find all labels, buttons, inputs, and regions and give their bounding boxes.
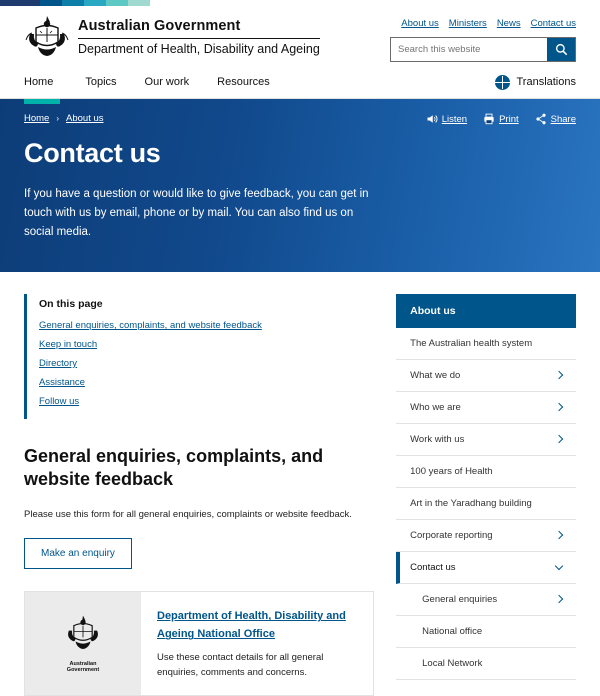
sidebar: [396, 272, 576, 696]
globe-icon: [495, 75, 510, 90]
sidebar-subitem-national-office[interactable]: [396, 616, 576, 648]
util-link-about-us[interactable]: About us: [401, 18, 439, 29]
decorative-color-strip: [0, 0, 600, 6]
sidebar-item-label: The Australian health system: [410, 337, 533, 349]
share-icon: [535, 113, 547, 125]
sidebar-item-label: Who we are: [410, 401, 461, 413]
print-label: Print: [499, 113, 519, 125]
speaker-icon: [426, 113, 438, 125]
translations-label: Translations: [516, 76, 576, 88]
sidebar-subitem-general-enquiries[interactable]: [396, 584, 576, 616]
share-label: Share: [550, 113, 576, 125]
print-button[interactable]: [483, 113, 519, 125]
card-image-caption: Australian Government: [66, 661, 100, 674]
listen-button[interactable]: [426, 113, 467, 125]
otp-link-follow-us[interactable]: Follow us: [39, 395, 80, 407]
chevron-right-icon: [555, 531, 563, 539]
chevron-right-icon: [555, 435, 563, 443]
breadcrumb-item-home[interactable]: Home: [24, 113, 50, 124]
otp-link-assistance[interactable]: Assistance: [39, 376, 85, 388]
sidebar-item-art-in-the-yaradhang-building[interactable]: [396, 488, 576, 520]
nav-item-our-work[interactable]: Our work: [144, 76, 190, 88]
util-link-news[interactable]: News: [496, 18, 521, 29]
site-search: [390, 37, 576, 62]
card-text: Use these contact details for all general enquiries, comments and concerns.: [157, 652, 324, 679]
section-paragraph: Please use this form for all general enquiries, complaints or website feedback.: [24, 508, 352, 520]
util-link-contact-us[interactable]: Contact us: [530, 18, 576, 29]
sidebar-item-label: 100 years of Health: [410, 465, 493, 477]
search-button[interactable]: [547, 38, 575, 61]
australian-coat-of-arms-icon: [24, 14, 70, 62]
printer-icon: [483, 113, 495, 125]
brand-department: Department of Health, Disability and Ageing: [78, 42, 320, 57]
page-intro: If you have a question or would like to give feedback, you can get in touch with us by email, phone or by mail. You can also find us on social media.: [24, 188, 369, 238]
chevron-down-icon: [555, 562, 563, 570]
chevron-right-icon: [555, 595, 563, 603]
nav-item-topics[interactable]: Topics: [85, 76, 117, 88]
card-title-link[interactable]: Department of Health, Disability and Ageing National Office: [157, 610, 346, 641]
sidebar-subitem-label: National office: [422, 625, 483, 637]
main-column: [24, 272, 374, 696]
chevron-right-icon: [555, 403, 563, 411]
sidebar-item-what-we-do[interactable]: [396, 360, 576, 392]
page-title: Contact us: [24, 138, 161, 168]
sidebar-item-corporate-reporting[interactable]: [396, 520, 576, 552]
sidebar-item-label: What we do: [410, 369, 461, 381]
sidebar-title: About us: [396, 294, 576, 328]
sidebar-subitem-local-network[interactable]: [396, 648, 576, 680]
sidebar-item-label: Corporate reporting: [410, 529, 493, 541]
sidebar-subitem-label: Local Network: [422, 657, 483, 669]
sidebar-item-label: Contact us: [410, 561, 456, 573]
sidebar-item-work-with-us[interactable]: [396, 424, 576, 456]
chevron-right-icon: [555, 371, 563, 379]
search-input[interactable]: [391, 38, 547, 61]
otp-link-keep-in-touch[interactable]: Keep in touch: [39, 338, 98, 350]
main-navigation: [0, 66, 600, 99]
on-this-page-box: [24, 294, 374, 419]
sidebar-item-contact-us[interactable]: [396, 552, 576, 584]
translations-link[interactable]: [495, 75, 576, 90]
listen-label: Listen: [441, 113, 468, 125]
breadcrumb-separator: ›: [56, 114, 60, 123]
page-content: [0, 272, 600, 696]
sidebar-item-label: Work with us: [410, 433, 465, 445]
utility-nav: [401, 18, 576, 29]
share-button[interactable]: [535, 113, 576, 125]
otp-link-general-enquiries[interactable]: General enquiries, complaints, and website feedback: [39, 319, 262, 331]
search-icon: [555, 43, 568, 56]
breadcrumb-item-about-us[interactable]: About us: [66, 113, 104, 124]
section-heading: General enquiries, complaints, and website feedback: [24, 445, 324, 490]
sidebar-item-100-years-of-health[interactable]: [396, 456, 576, 488]
page-tools: [426, 113, 576, 125]
sidebar-subitem-label: General enquiries: [422, 593, 498, 605]
sidebar-item-who-we-are[interactable]: [396, 392, 576, 424]
nav-item-resources[interactable]: Resources: [217, 76, 270, 88]
otp-link-directory[interactable]: Directory: [39, 357, 78, 369]
brand-divider: [78, 38, 320, 39]
sidebar-item-label: Art in the Yaradhang building: [410, 497, 532, 509]
australian-coat-of-arms-icon: [63, 614, 103, 654]
nav-item-home[interactable]: Home: [24, 76, 54, 88]
sidebar-item-australian-health-system[interactable]: [396, 328, 576, 360]
make-an-enquiry-button[interactable]: Make an enquiry: [24, 538, 132, 569]
site-logo-link[interactable]: [24, 14, 320, 62]
contact-card[interactable]: [24, 591, 374, 695]
on-this-page-title: On this page: [39, 297, 103, 310]
site-header: [0, 6, 600, 66]
card-image: [25, 592, 141, 694]
brand-government: Australian Government: [78, 18, 241, 34]
util-link-ministers[interactable]: Ministers: [448, 18, 487, 29]
page-hero: [0, 99, 600, 272]
